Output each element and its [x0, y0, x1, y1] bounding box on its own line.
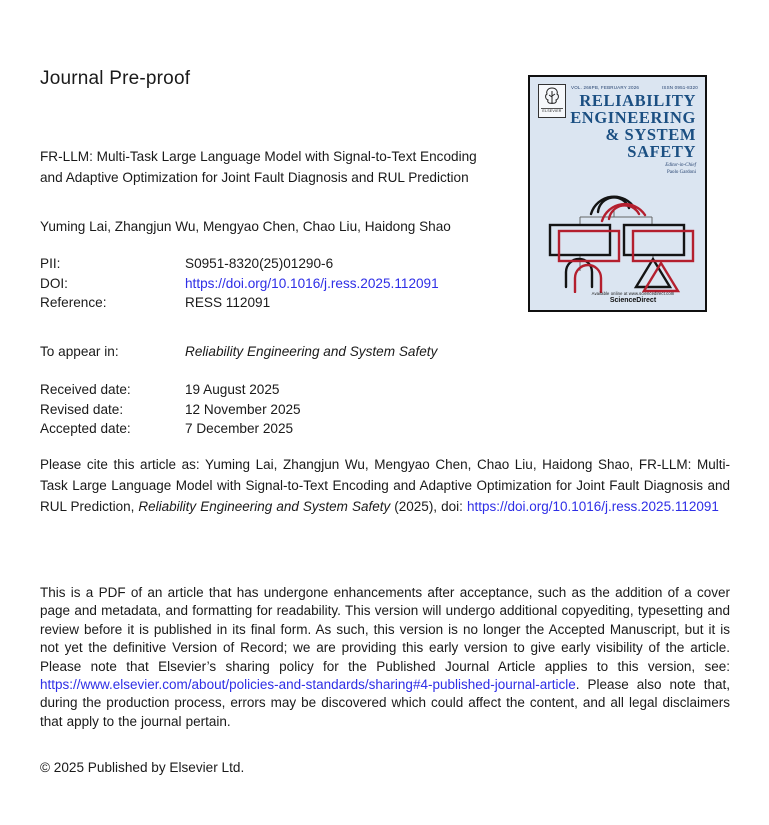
cover-volume-text: VOL. 266PB, FEBRUARY 2026 — [571, 85, 640, 90]
to-appear-label: To appear in: — [40, 344, 119, 359]
revised-date-value: 12 November 2025 — [185, 401, 301, 417]
reference-row — [40, 293, 439, 313]
hyperlink[interactable]: https://doi.org/10.1016/j.ress.2025.112091 — [466, 499, 719, 514]
received-date-label: Received date: — [40, 382, 131, 397]
fault-tree-black-shapes — [550, 197, 684, 287]
journal-title-line: RELIABILITY — [579, 91, 696, 110]
received-date-value: 19 August 2025 — [185, 382, 280, 397]
page-title: Journal Pre-proof — [40, 68, 191, 89]
text-segment: Reliability Engineering and System Safety — [138, 499, 391, 514]
revised-date-label: Revised date: — [40, 401, 124, 417]
reference-label: Reference: — [40, 295, 107, 310]
journal-title — [536, 92, 696, 160]
elsevier-wordmark: ELSEVIER — [542, 109, 562, 113]
pii-value: S0951-8320(25)01290-6 — [185, 256, 334, 271]
sciencedirect-logo: ScienceDirect — [609, 297, 657, 304]
editor-label: Editor-in-Chief — [665, 163, 696, 168]
hyperlink[interactable]: https://www.elsevier.com/about/policies-and-standards/sharing#4-published-journal-article — [40, 677, 576, 693]
identifier-block — [40, 254, 439, 313]
pii-row — [40, 254, 439, 274]
text-segment: (2025), doi: — [390, 499, 467, 514]
journal-cover-image — [528, 75, 707, 312]
doi-label: DOI: — [40, 275, 68, 291]
copyright-line: © 2025 Published by Elsevier Ltd. — [40, 760, 245, 775]
citation-paragraph — [40, 454, 730, 517]
accepted-date-label: Accepted date: — [40, 421, 131, 436]
accepted-date-row — [40, 419, 301, 439]
doi-link[interactable]: https://doi.org/10.1016/j.ress.2025.112091 — [185, 275, 439, 291]
cover-issn-text: ISSN 0951-8320 — [661, 85, 698, 90]
pii-label: PII: — [40, 256, 61, 271]
to-appear-block — [40, 342, 437, 362]
dates-block — [40, 380, 301, 439]
disclaimer-paragraph — [40, 584, 730, 731]
to-appear-row — [40, 342, 437, 362]
reference-value: RESS 112091 — [185, 295, 271, 310]
text-segment: This is a PDF of an article that has undergone enhancements after acceptance, such as the addition of a cover page and metadata, and formatting for readability. This version will undergo additional copyediting, typesetting and review before it is published in its final form. As such, this version is no longer the Accepted Manuscript, but it is not yet the definitive Version of Record; we are providing this early version to give early visibility of the article. Please note that Elsevier’s sharing policy for the Published Journal Article applies to this version, see: — [40, 585, 730, 674]
doi-row — [40, 274, 439, 294]
fault-tree-diagram — [540, 181, 696, 293]
to-appear-journal: Reliability Engineering and System Safety — [185, 344, 438, 359]
journal-title-line: SAFETY — [627, 142, 696, 161]
revised-date-row — [40, 400, 301, 420]
accepted-date-value: 7 December 2025 — [185, 421, 294, 436]
text-segment: Please cite this article as: Yuming Lai, Zhangjun Wu, Mengyao Chen, Chao Liu, Haidong Shao, FR-LLM: Multi-Task Large Language Model with Signal-to-Text Encoding and Adaptive Optimization for Joint Fault Diagnosis and RUL Prediction, — [40, 457, 730, 514]
editor-in-chief — [576, 163, 696, 176]
text-segment: . Please also note that, during the production process, errors may be discovered which could affect the content, and all legal disclaimers that apply to the journal pertain. — [40, 677, 730, 729]
sciencedirect-block — [573, 291, 693, 304]
journal-title-line: & SYSTEM — [605, 125, 696, 144]
article-title: FR-LLM: Multi-Task Large Language Model with Signal-to-Text Encoding and Adaptive Optimization for Joint Fault Diagnosis and RUL Prediction — [40, 149, 477, 185]
received-date-row — [40, 380, 301, 400]
author-list: Yuming Lai, Zhangjun Wu, Mengyao Chen, Chao Liu, Haidong Shao — [40, 219, 451, 234]
editor-name: Paolo Gardoni — [666, 169, 696, 175]
journal-title-line: ENGINEERING — [570, 108, 696, 127]
available-online-text: Available online at www.sciencedirect.com — [591, 291, 675, 296]
